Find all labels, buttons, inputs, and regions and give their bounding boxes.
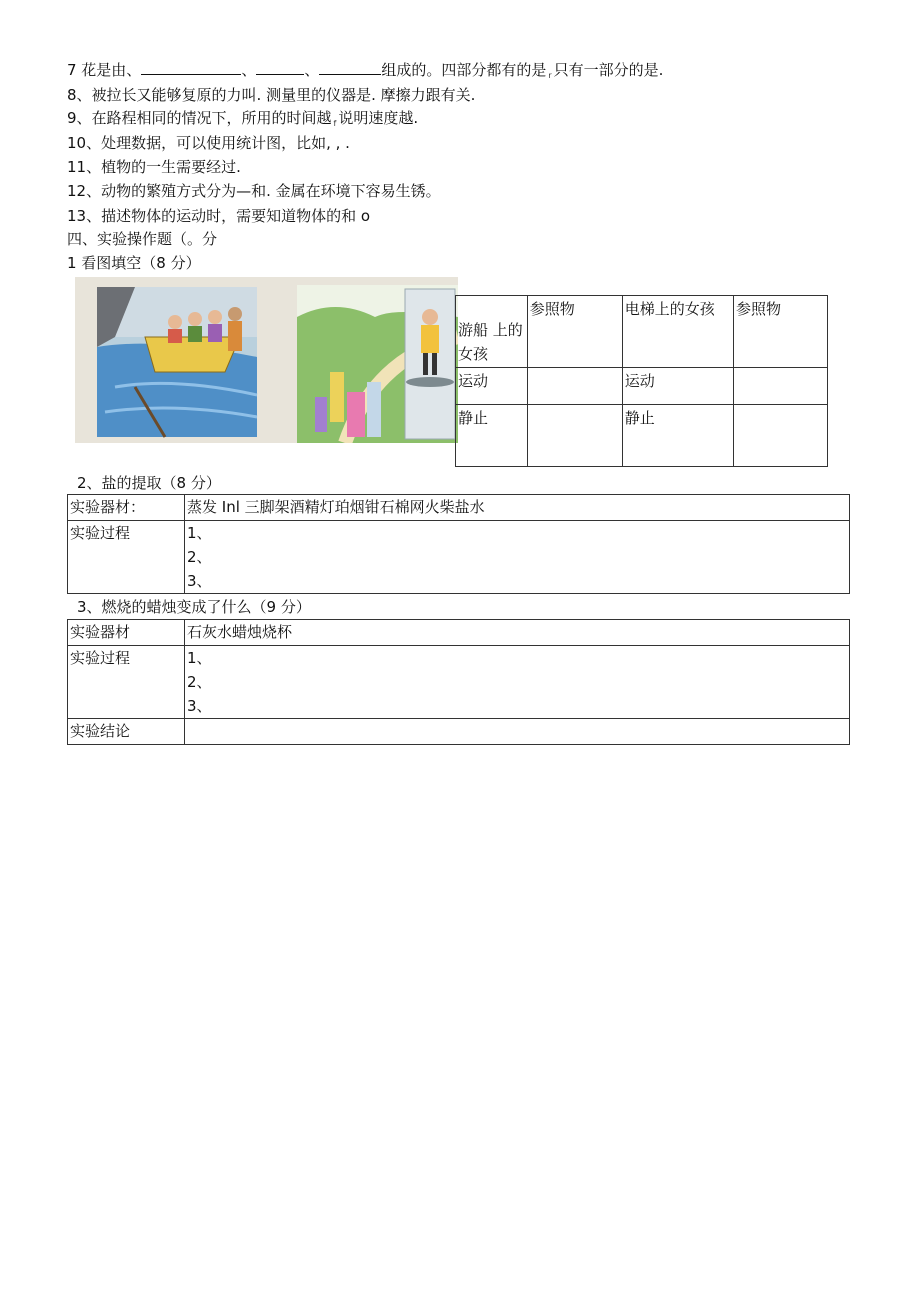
- cell-moving-answer-1[interactable]: [527, 368, 622, 405]
- cell-elevator-girl-label: 电梯上的女孩: [622, 296, 733, 368]
- question-10: 10、处理数据，可以使用统计图，比如, , .: [67, 134, 350, 152]
- q9-sub: f: [333, 119, 337, 128]
- motion-illustration: [75, 277, 458, 443]
- cell-still-label-2: 静止: [622, 405, 733, 467]
- q7-sub: r: [548, 71, 552, 80]
- cell-moving-label-2: 运动: [622, 368, 733, 405]
- q7-blank-3[interactable]: [319, 59, 363, 75]
- cell-reference-header-1: 参照物: [527, 296, 622, 368]
- question-8: 8、被拉长又能够复原的力叫. 测量里的仪器是. 摩擦力跟有关.: [67, 86, 476, 104]
- cell-still-label-1: 静止: [456, 405, 528, 467]
- building-2: [347, 392, 365, 437]
- salt-step-3: 3、: [187, 572, 212, 590]
- boat-person-1: [168, 315, 182, 329]
- question-7: [67, 59, 663, 87]
- cell-boat-girl-label: 游船 上的 女孩: [456, 296, 528, 368]
- q9-pre: 9、在路程相同的情况下，所用的时间越: [67, 109, 332, 127]
- cell-still-answer-2[interactable]: [733, 405, 827, 467]
- salt-experiment-table: [67, 494, 850, 594]
- cell-still-answer-1[interactable]: [527, 405, 622, 467]
- salt-equipment-label: 实验器材：: [68, 495, 185, 521]
- boat-person-2: [188, 312, 202, 326]
- candle-conclusion-label: 实验结论: [68, 719, 185, 745]
- salt-process-steps[interactable]: [185, 521, 850, 594]
- boat-person-3: [208, 310, 222, 324]
- q7-prefix: 7 花是由、: [67, 61, 142, 79]
- candle-step-3: 3、: [187, 697, 212, 715]
- salt-process-label: 实验过程: [68, 521, 185, 594]
- question-13: 13、描述物体的运动时，需要知道物体的和 o: [67, 207, 371, 225]
- candle-step-1: 1、: [187, 649, 212, 667]
- candle-experiment-table: [67, 619, 850, 745]
- cell-moving-label-1: 运动: [456, 368, 528, 405]
- candle-equipment-label: 实验器材: [68, 620, 185, 646]
- candle-process-steps[interactable]: [185, 646, 850, 719]
- q7-post: 组成的。四部分都有的是: [381, 61, 547, 79]
- building-4: [315, 397, 327, 432]
- item-1-heading: 1 看图填空（8 分）: [67, 254, 201, 272]
- question-9: [67, 107, 418, 135]
- q7-blank-4[interactable]: [363, 59, 381, 75]
- salt-step-1: 1、: [187, 524, 212, 542]
- q7-sep-1: 、: [241, 61, 257, 79]
- salt-step-2: 2、: [187, 548, 212, 566]
- q9-post: 说明速度越.: [338, 109, 419, 127]
- candle-equipment-value: 石灰水蜡烛烧杯: [185, 620, 850, 646]
- motion-reference-table: [455, 295, 828, 467]
- item-3-heading: 3、燃烧的蜡烛变成了什么（9 分）: [77, 598, 311, 616]
- building-3: [367, 382, 381, 437]
- cell-reference-header-2: 参照物: [733, 296, 827, 368]
- elevator-girl-body: [421, 325, 439, 353]
- candle-conclusion-answer[interactable]: [185, 719, 850, 745]
- section-4-heading: 四、实验操作题（。分: [67, 230, 218, 248]
- boat-shape: [145, 337, 240, 372]
- q7-blank-2[interactable]: [256, 59, 304, 75]
- candle-process-label: 实验过程: [68, 646, 185, 719]
- motion-illustration-svg: [75, 277, 458, 443]
- salt-equipment-value: 蒸发 Inl 三脚架酒精灯珀烟钳石棉网火柴盐水: [185, 495, 850, 521]
- elevator-platform: [406, 377, 454, 387]
- q7-tail: 只有一部分的是.: [553, 61, 664, 79]
- q7-sep-2: 、: [304, 61, 320, 79]
- item-2-heading: 2、盐的提取（8 分）: [77, 474, 221, 492]
- boat-person-4: [228, 307, 242, 321]
- question-11: 11、植物的一生需要经过.: [67, 158, 241, 176]
- q7-blank-1[interactable]: [141, 59, 241, 75]
- building-1: [330, 372, 344, 422]
- cell-moving-answer-2[interactable]: [733, 368, 827, 405]
- elevator-girl-head: [422, 309, 438, 325]
- question-12: 12、动物的繁殖方式分为—和. 金属在环境下容易生锈。: [67, 182, 441, 200]
- candle-step-2: 2、: [187, 673, 212, 691]
